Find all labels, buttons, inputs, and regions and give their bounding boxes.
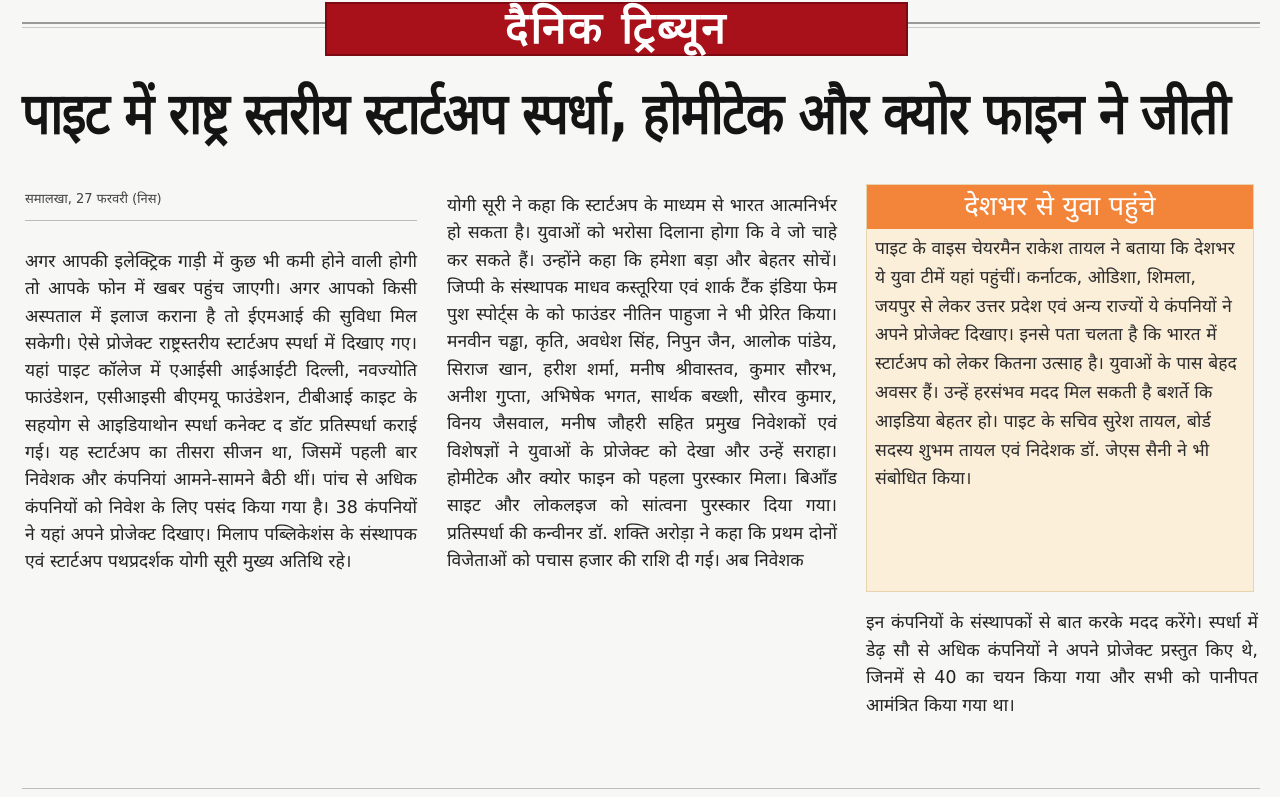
article-headline: पाइट में राष्ट्र स्तरीय स्टार्टअप स्पर्धा, होमीटेक और क्योर फाइन ने जीती bbox=[22, 80, 1230, 148]
bottom-rule bbox=[22, 788, 1260, 789]
article-column-2 bbox=[447, 193, 837, 575]
column-1-text: अगर आपकी इलेक्ट्रिक गाड़ी में कुछ भी कमी होने वाली होगी तो आपके फोन में खबर पहुंच जाएगी। अगर आपको किसी अस्पताल में इलाज कराना है तो ईएमआई की सुविधा मिल सकेगी। ऐसे प्रोजेक्ट राष्ट्रस्तरीय स्टार्टअप स्पर्धा में दिखाए गए। यहां पाइट कॉलेज में एआईसी आईआईटी दिल्ली, नवज्योति फाउंडेशन, एसीआइसी बीएमयू फाउंडेशन, टीबीआई काइट के सहयोग से आइडियाथोन स्पर्धा कनेक्ट द डॉट प्रतिस्पर्धा कराई गई। यह स्टार्टअप का तीसरा सीजन था, जिसमें पहली बार निवेशक और कंपनियां आमने-सामने बैठी थीं। पांच से अधिक कंपनियों को निवेश के लिए पसंद किया गया है। 38 कंपनियों ने यहां अपने प्रोजेक्ट दिखाए। मिलाप पब्लिकेशंस के संस्थापक एवं स्टार्टअप पथप्रदर्शक योगी सूरी मुख्य अतिथि रहे। bbox=[25, 252, 417, 573]
sidebar-heading: देशभर से युवा पहुंचे bbox=[867, 185, 1253, 229]
article-column-3 bbox=[866, 610, 1258, 720]
sidebar-text: पाइट के वाइस चेयरमैन राकेश तायल ने बताया कि देशभर ये युवा टीमें यहां पहुंचीं। कर्नाटक, ओडिशा, शिमला, जयपुर से लेकर उत्तर प्रदेश एवं अन्य राज्यों ये कंपनियों ने अपने प्रोजेक्ट दिखाए। इनसे पता चलता है कि भारत में स्टार्टअप को लेकर कितना उत्साह है। युवाओं के पास बेहद अवसर हैं। उन्हें हरसंभव मदद मिल सकती है बशर्ते कि आइडिया बेहतर हो। पाइट के सचिव सुरेश तायल, बोर्ड सदस्य शुभम तायल एवं निदेशक डॉ. जेएस सैनी ने भी संबोधित किया। bbox=[875, 239, 1237, 490]
article-column-1 bbox=[25, 190, 417, 577]
column-3-text: इन कंपनियों के संस्थापकों से बात करके मदद करेंगे। स्पर्धा में डेढ़ सौ से अधिक कंपनियों ने अपने प्रोजेक्ट प्रस्तुत किए थे, जिनमें से 40 का चयन किया गया और सभी को पानीपत आमंत्रित किया गया था। bbox=[866, 613, 1258, 716]
column-2-text: योगी सूरी ने कहा कि स्टार्टअप के माध्यम से भारत आत्मनिर्भर हो सकता है। युवाओं को भरोसा दिलाना होगा कि वे जो चाहे कर सकते हैं। उन्होंने कहा कि हमेशा बड़ा और बेहतर सोचें। जिप्पी के संस्थापक माधव कस्तूरिया एवं शार्क टैंक इंडिया फेम पुश स्पोर्ट्स के को फाउंडर नीतिन पाहुजा ने भी प्रेरित किया। मनवीन चड्ढा, कृति, अवधेश सिंह, निपुन जैन, आलोक पांडेय, सिराज खान, हरीश शर्मा, मनीष श्रीवास्तव, कुमार सौरभ, अनीश गुप्ता, अभिषेक भगत, सार्थक बख्शी, सौरव कुमार, विनय जैसवाल, मनीष जौहरी सहित प्रमुख निवेशकों एवं विशेषज्ञों ने युवाओं के प्रोजेक्ट को देखा और उन्हें सराहा। होमीटेक और क्योर फाइन को पहला पुरस्कार मिला। बिऑंड साइट और लोकलइज को सांत्वना पुरस्कार दिया गया। प्रतिस्पर्धा की कन्वीनर डॉ. शक्ति अरोड़ा ने कहा कि प्रथम दोनों विजेताओं को पचास हजार की राशि दी गई। अब निवेशक bbox=[447, 196, 837, 571]
sidebar-box bbox=[866, 184, 1254, 592]
dateline: समालखा, 27 फरवरी (निस) bbox=[25, 190, 417, 221]
masthead-title: दैनिक ट्रिब्यून bbox=[505, 3, 728, 54]
newspaper-masthead bbox=[325, 2, 908, 56]
